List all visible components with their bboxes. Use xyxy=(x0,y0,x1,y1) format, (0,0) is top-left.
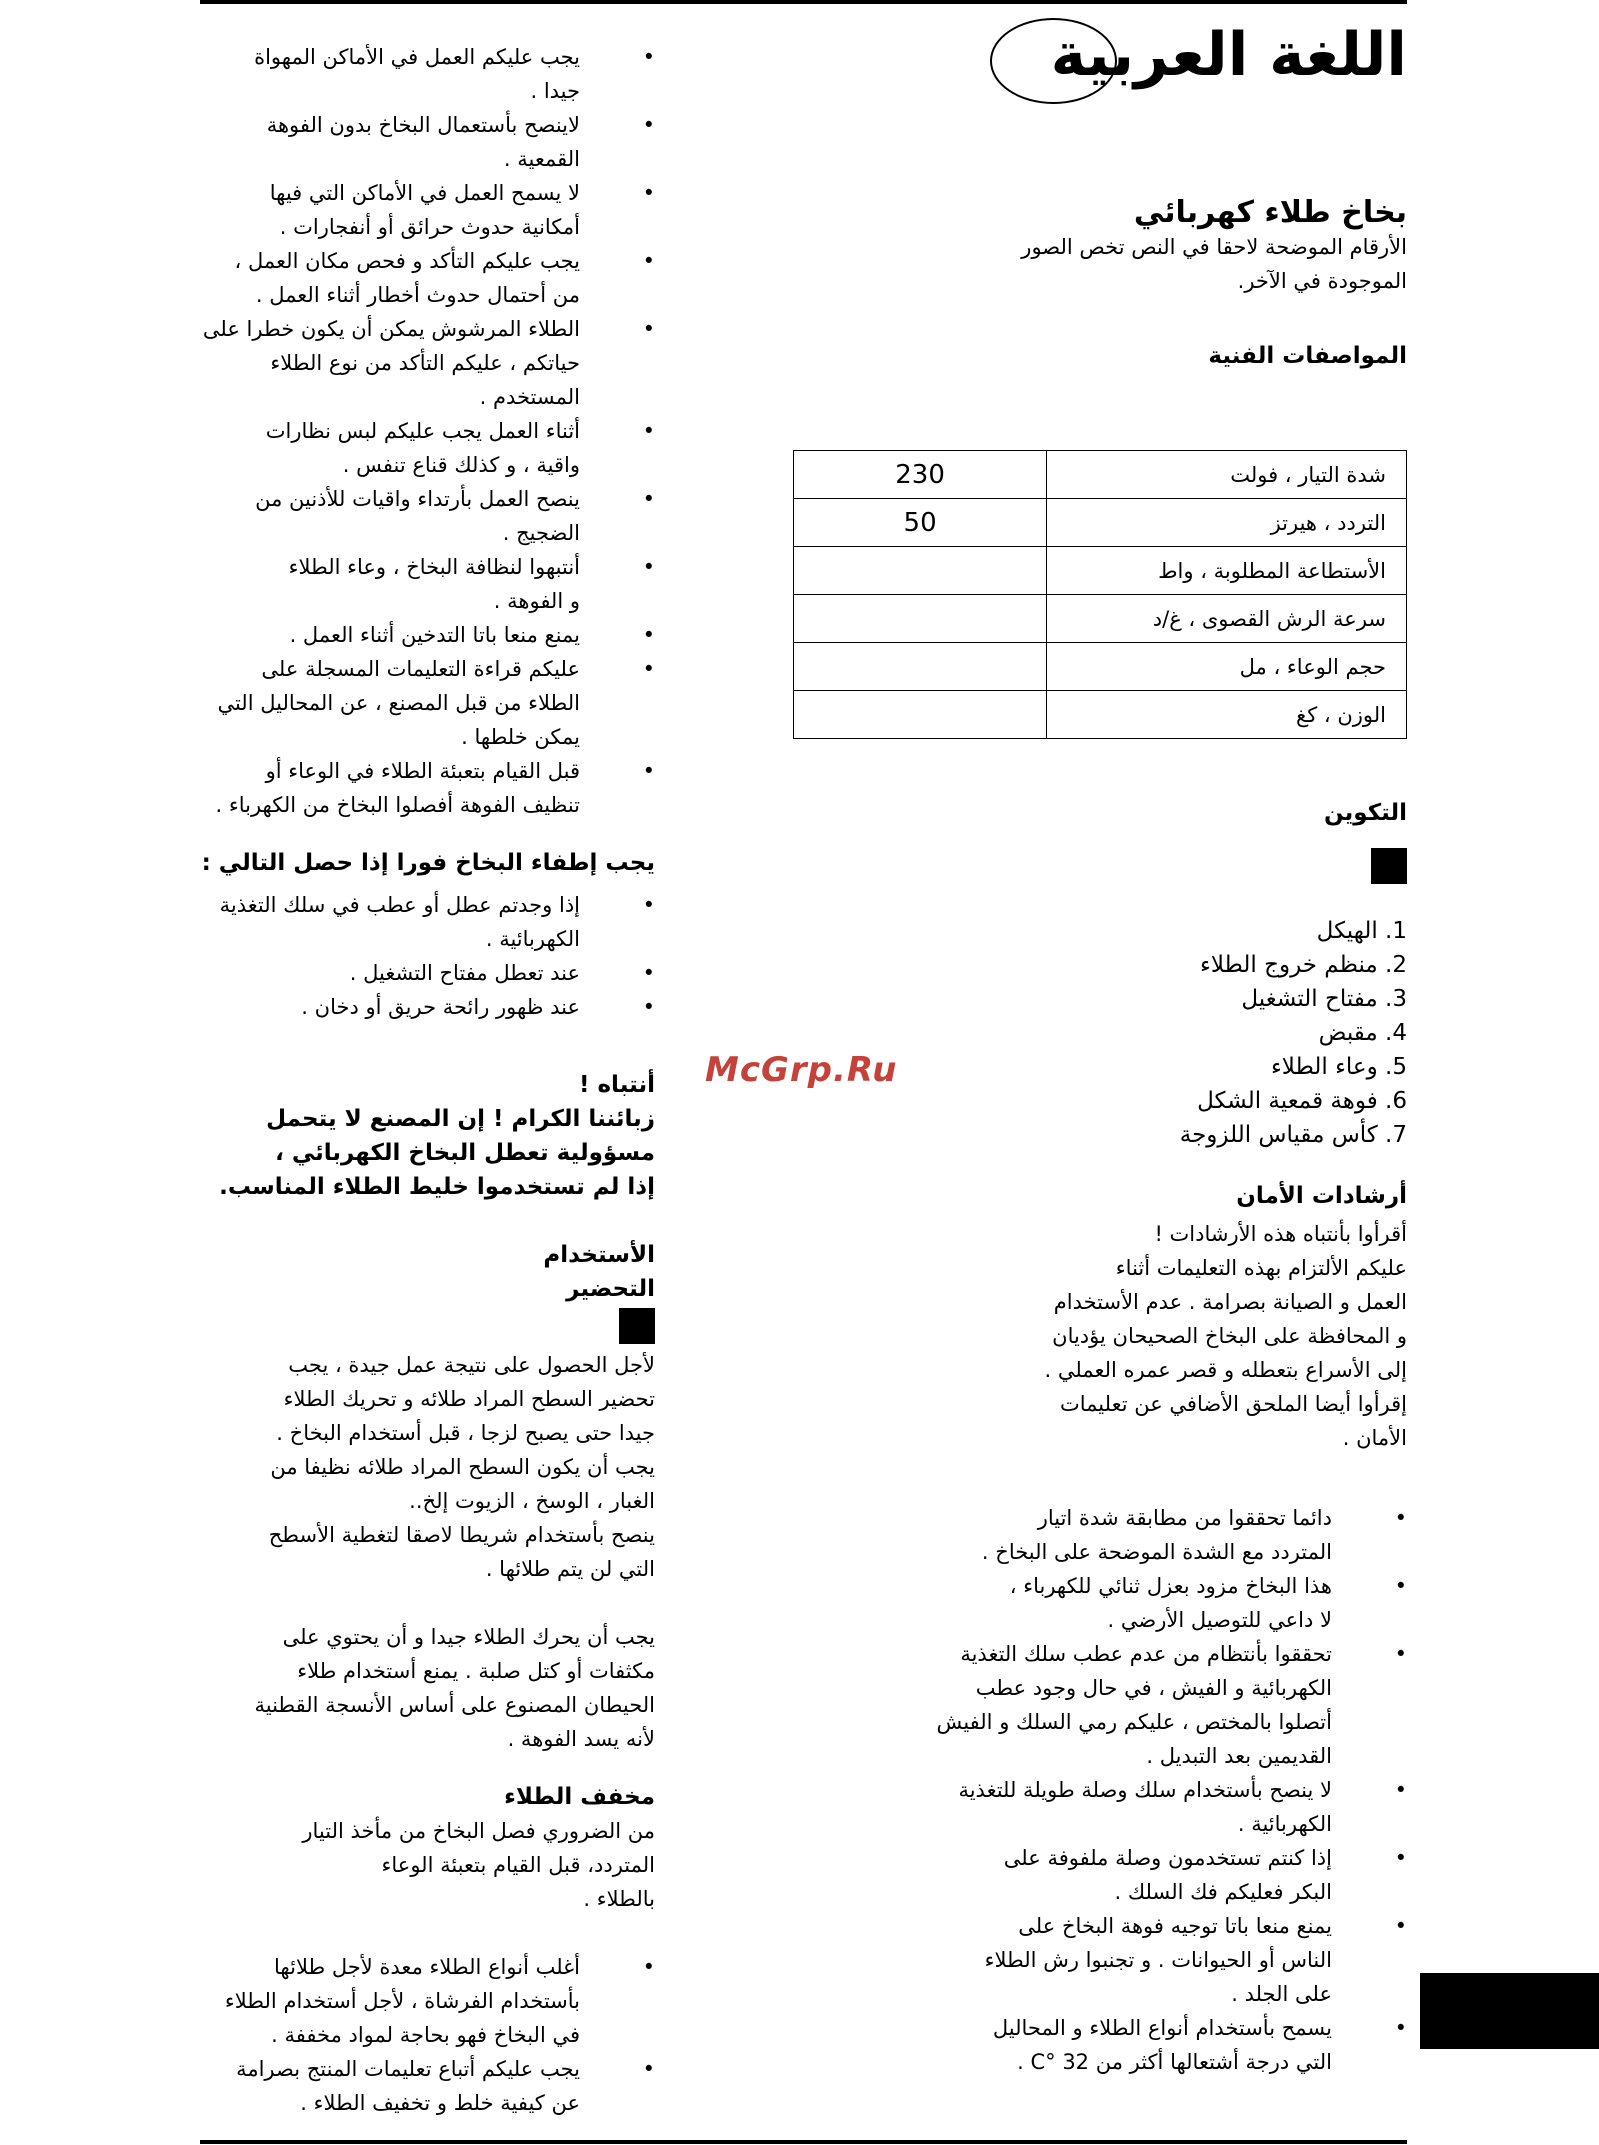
page-title: اللغة العربية xyxy=(1050,20,1407,90)
stop-bullets xyxy=(200,888,655,1024)
safety-intro-line: عليكم الألتزام بهذه التعليمات أثناء xyxy=(1115,1256,1407,1280)
spec-value xyxy=(794,691,1047,739)
thinner-bullets xyxy=(200,1950,655,2120)
list-item: • أغلب أنواع الطلاء معدة لأجل طلائها بأستخدام الفرشاة ، لأجل أستخدام الطلاء في البخاخ فهو بحاجة لمواد مخففة . xyxy=(200,1950,655,2052)
table-row xyxy=(794,451,1407,499)
list-item: 4. مقبض xyxy=(1318,1020,1407,1046)
safety-heading: أرشادات الأمان xyxy=(1236,1183,1407,1209)
list-item: 1. الهيكل xyxy=(1316,918,1407,944)
list-item: • يمنع منعا باتا التدخين أثناء العمل . xyxy=(200,618,655,652)
safety-intro-line: و المحافظة على البخاخ الصحيحان يؤديان xyxy=(1052,1324,1407,1348)
spec-value xyxy=(794,643,1047,691)
stop-section xyxy=(200,850,655,1024)
list-item: • عليكم قراءة التعليمات المسجلة على الطلاء من قبل المصنع ، عن المحاليل التي يمكن خلطها . xyxy=(200,652,655,754)
table-row xyxy=(794,595,1407,643)
spec-value: 50 xyxy=(794,499,1047,547)
thinner-section: مخفف الطلاء من الضروري فصل البخاخ من مأخذ التيار المتردد، قبل القيام بتعبئة الوعاء بالطلاء . • أغلب أنواع الطلاء معدة لأجل طلائها بأستخدام الفرشاة ، لأجل أستخدام الطلاء في البخاخ فهو بحاجة لمواد مخففة . • يجب عليكم أتباع تعليمات المنتج بصرامة عن كيفية خلط و تخفيف الطلاء . xyxy=(200,1780,655,2120)
safety-intro-line: الأمان . xyxy=(1342,1426,1407,1450)
safety-intro-line: أقرأوا بأنتباه هذه الأرشادات ! xyxy=(1154,1222,1407,1246)
watermark-text: McGrp.Ru xyxy=(705,1050,898,1090)
spec-value xyxy=(794,547,1047,595)
usage-section xyxy=(200,1238,655,1756)
list-item: • يسمح بأستخدام أنواع الطلاء و المحاليل التي درجة أشتعالها أكثر من 32 °C . xyxy=(790,2011,1407,2079)
stop-heading: يجب إطفاء البخاخ فورا إذا حصل التالي : xyxy=(201,850,655,876)
spec-value: 230 xyxy=(794,451,1047,499)
list-item: 2. منظم خروج الطلاء xyxy=(1200,952,1407,978)
list-item: • تحققوا بأنتظام من عدم عطب سلك التغذية الكهربائية و الفيش ، في حال وجود عطب أتصلوا بالمختص ، عليكم رمي السلك و الفيش القديمين بعد التبديل . xyxy=(790,1637,1407,1773)
list-item: • إذا كنتم تستخدمون وصلة ملفوفة على البكر فعليكم فك السلك . xyxy=(790,1841,1407,1909)
top-rule xyxy=(200,0,1407,4)
specs-heading: المواصفات الفنية xyxy=(1208,343,1407,369)
spec-label: التردد ، هيرتز xyxy=(1047,499,1407,547)
list-item: • لاينصح بأستعمال البخاخ بدون الفوهة القمعية . xyxy=(200,108,655,176)
safety-intro-line: إلى الأسراع بتعطله و قصر عمره العملي . xyxy=(1044,1358,1407,1382)
warning-line: زبائننا الكرام ! إن المصنع لا يتحمل xyxy=(266,1106,655,1132)
list-item: • يجب عليكم أتباع تعليمات المنتج بصرامة عن كيفية خلط و تخفيف الطلاء . xyxy=(200,2052,655,2120)
list-item: • ينصح العمل بأرتداء واقيات للأذنين من الضجيج . xyxy=(200,482,655,550)
list-item: • يجب عليكم العمل في الأماكن المهواة جيدا . xyxy=(200,40,655,108)
table-row xyxy=(794,547,1407,595)
list-item: • إذا وجدتم عطل أو عطب في سلك التغذية الكهربائية . xyxy=(200,888,655,956)
list-item: • أنتبهوا لنظافة البخاخ ، وعاء الطلاء و الفوهة . xyxy=(200,550,655,618)
table-row xyxy=(794,499,1407,547)
list-item: • عند ظهور رائحة حريق أو دخان . xyxy=(200,990,655,1024)
specs-table xyxy=(793,450,1407,739)
list-item: • هذا البخاخ مزود بعزل ثنائي للكهرباء ، لا داعي للتوصيل الأرضي . xyxy=(790,1569,1407,1637)
list-item: • لا ينصح بأستخدام سلك وصلة طويلة للتغذية الكهربائية . xyxy=(790,1773,1407,1841)
list-item: 6. فوهة قمعية الشكل xyxy=(1197,1088,1407,1114)
safety-section xyxy=(790,1183,1407,2079)
figure-marker-icon xyxy=(619,1308,655,1344)
list-item: 3. مفتاح التشغيل xyxy=(1241,986,1407,1012)
warning-line: مسؤولية تعطل البخاخ الكهربائي ، xyxy=(275,1140,655,1166)
parts-list xyxy=(790,914,1407,1152)
list-item: • يجب عليكم التأكد و فحص مكان العمل ، من أحتمال حدوث أخطار أثناء العمل . xyxy=(200,244,655,312)
spec-label: حجم الوعاء ، مل xyxy=(1047,643,1407,691)
composition-heading: التكوين xyxy=(1323,800,1407,826)
bottom-rule xyxy=(200,2140,1407,2144)
list-item: • أثناء العمل يجب عليكم لبس نظارات واقية ، و كذلك قناع تنفس . xyxy=(200,414,655,482)
list-item: • يمنع منعا باتا توجيه فوهة البخاخ على الناس أو الحيوانات . و تجنبوا رش الطلاء على الجلد . xyxy=(790,1909,1407,2011)
safety-intro-line: إقرأوا أيضا الملحق الأضافي عن تعليمات xyxy=(1059,1392,1407,1416)
spec-label: الأستطاعة المطلوبة ، واط xyxy=(1047,547,1407,595)
list-item: • الطلاء المرشوش يمكن أن يكون خطرا على حياتكم ، عليكم التأكد من نوع الطلاء المستخدم . xyxy=(200,312,655,414)
prep-paragraph: لأجل الحصول على نتيجة عمل جيدة ، يجب تحضير السطح المراد طلائه و تحريك الطلاء جيدا حتى يصبح لزجا ، قبل أستخدام البخاخ . يجب أن يكون السطح المراد طلائه نظيفا من الغبار ، الوسخ ، الزيوت إلخ.. ينصح بأستخدام شريطا لاصقا لتغطية الأسطح التي لن يتم طلائها . xyxy=(268,1353,655,1581)
prep-heading: التحضير xyxy=(566,1276,655,1302)
composition-section xyxy=(790,800,1407,1152)
list-item: • عند تعطل مفتاح التشغيل . xyxy=(200,956,655,990)
list-item: • دائما تحققوا من مطابقة شدة اتيار المتردد مع الشدة الموضحة على البخاخ . xyxy=(790,1501,1407,1569)
usage-heading: الأستخدام xyxy=(543,1242,655,1268)
spec-label: سرعة الرش القصوى ، غ/د xyxy=(1047,595,1407,643)
list-item: 7. كأس مقياس اللزوجة xyxy=(1179,1122,1407,1148)
product-section xyxy=(790,195,1407,298)
prep-paragraph: يجب أن يحرك الطلاء جيدا و أن يحتوي على مكثفات أو كتل صلبة . يمنع أستخدام طلاء الحيطان المصنوع على أساس الأنسجة القطنية لأنه يسد الفوهة . xyxy=(254,1625,655,1751)
product-intro-line: الموجودة في الآخر. xyxy=(1237,269,1407,293)
spec-label: الوزن ، كغ xyxy=(1047,691,1407,739)
list-item: 5. وعاء الطلاء xyxy=(1270,1054,1407,1080)
warning-box xyxy=(200,1068,655,1204)
thinner-heading: مخفف الطلاء xyxy=(504,1784,655,1810)
precaution-bullets xyxy=(200,40,655,822)
list-item: • قبل القيام بتعبئة الطلاء في الوعاء أو تنظيف الفوهة أفصلوا البخاخ من الكهرباء . xyxy=(200,754,655,822)
product-intro-line: الأرقام الموضحة لاحقا في النص تخص الصور xyxy=(1021,235,1407,259)
spec-value xyxy=(794,595,1047,643)
list-item: • لا يسمح العمل في الأماكن التي فيها أمكانية حدوث حرائق أو أنفجارات . xyxy=(200,176,655,244)
safety-bullets xyxy=(790,1501,1407,2079)
page-tab-marker xyxy=(1420,1973,1599,2049)
table-row xyxy=(794,691,1407,739)
product-title: بخاخ طلاء كهربائي xyxy=(1133,195,1407,230)
warning-line: إذا لم تستخدموا خليط الطلاء المناسب. xyxy=(219,1174,655,1200)
warning-line: أنتباه ! xyxy=(578,1072,655,1098)
safety-intro-line: العمل و الصيانة بصرامة . عدم الأستخدام xyxy=(1053,1290,1407,1314)
table-row xyxy=(794,643,1407,691)
figure-marker-icon xyxy=(1371,848,1407,884)
spec-label: شدة التيار ، فولت xyxy=(1047,451,1407,499)
